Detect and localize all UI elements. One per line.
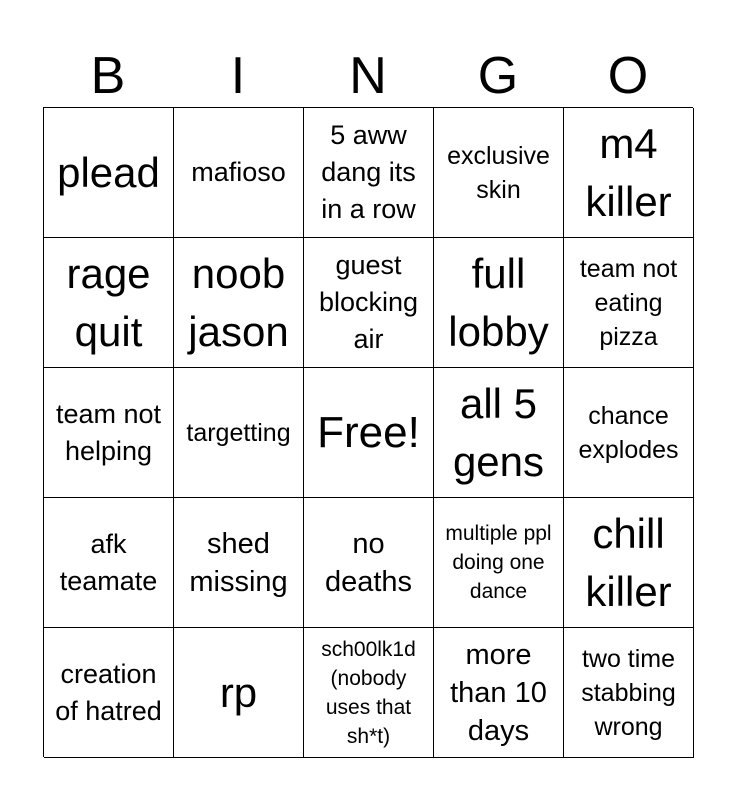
bingo-cell — [564, 368, 694, 498]
bingo-cell — [174, 628, 304, 758]
bingo-cell — [564, 108, 694, 238]
cell-text: full lobby — [448, 249, 549, 355]
bingo-cell — [434, 628, 564, 758]
cell-text: team not eating pizza — [579, 254, 678, 351]
bingo-cell — [44, 238, 174, 368]
cell-text: rage quit — [66, 249, 151, 355]
cell-text: mafioso — [191, 157, 286, 187]
bingo-cell — [434, 368, 564, 498]
header-letter-n: N — [349, 47, 387, 105]
bingo-cell — [174, 368, 304, 498]
cell-text: plead — [57, 148, 160, 196]
bingo-cell — [564, 238, 694, 368]
bingo-cell — [434, 238, 564, 368]
bingo-cell — [174, 238, 304, 368]
free-cell — [304, 368, 434, 498]
cell-text: more than 10 days — [450, 638, 547, 747]
bingo-cell — [304, 498, 434, 628]
cell-text: chill killer — [585, 509, 672, 615]
header-letter-g: G — [477, 47, 519, 105]
bingo-cell — [174, 108, 304, 238]
cell-text: rp — [219, 668, 258, 716]
bingo-cell — [44, 628, 174, 758]
cell-text: m4 killer — [585, 119, 672, 225]
cell-text: noob jason — [188, 249, 289, 355]
header-letter-o: O — [607, 47, 649, 105]
bingo-cell — [564, 498, 694, 628]
bingo-cell — [44, 108, 174, 238]
bingo-cell — [44, 498, 174, 628]
bingo-cell — [304, 108, 434, 238]
bingo-cell — [44, 368, 174, 498]
bingo-grid — [43, 107, 693, 757]
cell-text: sch00lk1d (nobody uses that sh*t) — [321, 637, 416, 748]
cell-text: afk teamate — [59, 528, 158, 596]
cell-text: team not helping — [55, 398, 162, 466]
cell-text: shed missing — [189, 527, 288, 598]
bingo-cell — [174, 498, 304, 628]
header-letter-i: I — [230, 47, 246, 105]
bingo-cell — [564, 628, 694, 758]
bingo-cell — [434, 498, 564, 628]
bingo-cell — [304, 238, 434, 368]
cell-text: multiple ppl doing one dance — [445, 522, 552, 603]
cell-text: chance explodes — [578, 401, 679, 464]
cell-text: guest blocking air — [318, 250, 419, 354]
bingo-cell — [304, 628, 434, 758]
cell-text: creation of hatred — [55, 658, 162, 726]
cell-text: two time stabbing wrong — [581, 644, 676, 741]
header-letter-b: B — [90, 47, 126, 105]
cell-text: all 5 gens — [452, 379, 545, 485]
cell-text: targetting — [186, 418, 291, 447]
cell-text: exclusive skin — [447, 141, 550, 204]
bingo-header — [43, 46, 693, 106]
cell-text: no deaths — [324, 527, 413, 598]
bingo-cell — [434, 108, 564, 238]
cell-text: Free! — [317, 407, 420, 457]
cell-text: 5 aww dang its in a row — [321, 120, 416, 224]
